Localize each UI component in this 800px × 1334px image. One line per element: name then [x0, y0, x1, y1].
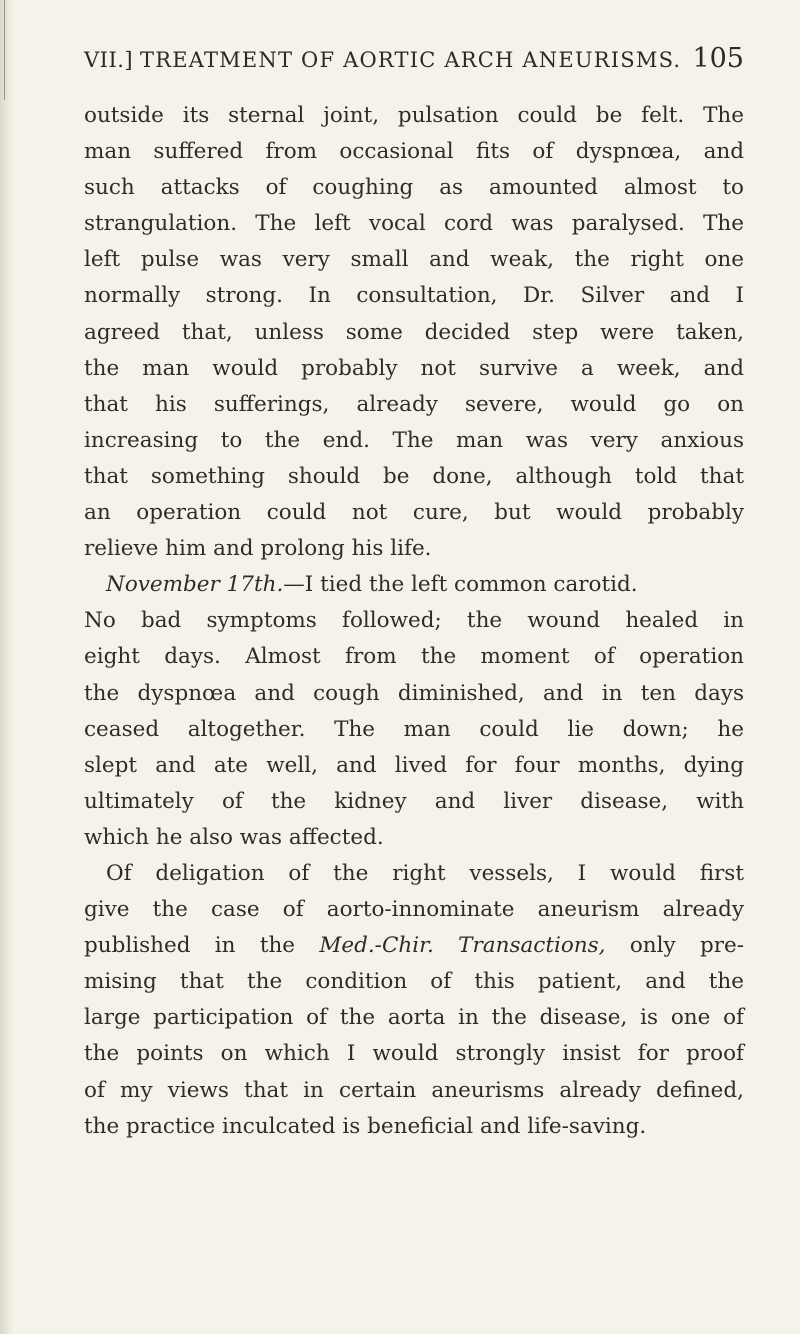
text-line: Of deligation of the right vessels, I would first: [106, 860, 744, 886]
text-line: ultimately of the kidney and liver disease, with: [84, 788, 744, 814]
text-line: the points on which I would strongly insist for proof: [84, 1041, 744, 1067]
page-gutter: [0, 0, 14, 1334]
text-line: man suffered from occasional fits of dyspnœa, and: [84, 139, 744, 165]
text-line: large participation of the aorta in the disease, is one of: [84, 1005, 744, 1031]
text-line: increasing to the end. The man was very anxious: [84, 427, 744, 453]
text-line: No bad symptoms followed; the wound healed in: [84, 608, 744, 634]
text-fragment: only pre-: [629, 933, 744, 959]
paragraph-1: [84, 98, 744, 567]
text-line: ceased altogether. The man could lie down; he: [84, 716, 744, 742]
date-label: November 17th.: [106, 572, 284, 598]
text-line: of my views that in certain aneurisms already defined,: [84, 1077, 744, 1103]
text-line: [84, 928, 744, 964]
text-line: the man would probably not survive a week, and: [84, 355, 744, 381]
text-line: relieve him and prolong his life.: [84, 536, 432, 562]
text-line: strangulation. The left vocal cord was paralysed. The: [84, 211, 744, 237]
text-line: slept and ate well, and lived for four months, dying: [84, 752, 744, 778]
text-line: that his sufferings, already severe, would go on: [84, 391, 744, 417]
text-line: that something should be done, although told that: [84, 463, 744, 489]
journal-title: Med.-Chir. Transactions,: [319, 933, 606, 959]
text-line: mising that the condition of this patient, and the: [84, 969, 744, 995]
text-line: [84, 567, 744, 603]
text-line: give the case of aorto-innominate aneurism already: [84, 897, 744, 923]
page-number: 105: [692, 43, 744, 74]
body-text: [84, 98, 744, 1145]
text-line: eight days. Almost from the moment of operation: [84, 644, 744, 670]
text-line: outside its sternal joint, pulsation could be felt. The: [84, 103, 744, 128]
text-line: left pulse was very small and weak, the right one: [84, 247, 744, 273]
running-head: [84, 40, 744, 80]
text-line: such attacks of coughing as amounted almost to: [84, 175, 744, 201]
text-line: normally strong. In consultation, Dr. Silver and I: [84, 283, 744, 309]
chapter-label: VII.]: [84, 48, 134, 72]
paragraph-2: [84, 567, 744, 856]
text-fragment: published in the: [84, 933, 296, 959]
paragraph-3: [84, 856, 744, 1145]
text-line: which he also was affected.: [84, 824, 384, 850]
text-line: the practice inculcated is beneficial and life-saving.: [84, 1113, 647, 1139]
text-line: an operation could not cure, but would probably: [84, 500, 744, 526]
text-line: the dyspnœa and cough diminished, and in ten days: [84, 680, 744, 706]
running-title: TREATMENT OF AORTIC ARCH ANEURISMS.: [140, 48, 682, 72]
text-fragment: —I tied the left common carotid.: [283, 572, 638, 598]
gutter-line: [4, 0, 5, 100]
text-line: agreed that, unless some decided step were taken,: [84, 319, 744, 345]
